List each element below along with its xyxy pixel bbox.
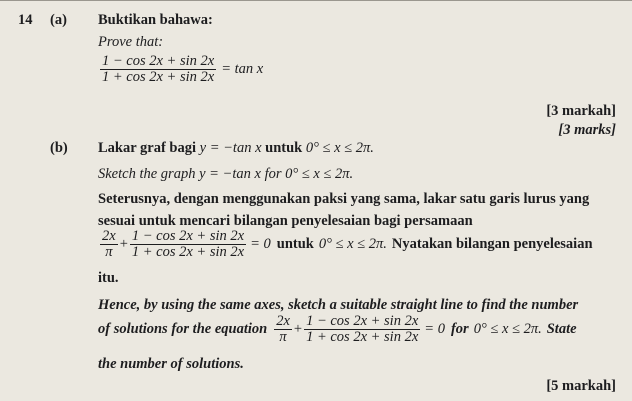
eq-ms-range: 0° ≤ x ≤ 2π. <box>318 236 387 253</box>
sketch-ms-prefix: Lakar graf bagi <box>98 140 197 156</box>
part-a-label: (a) <box>50 12 67 28</box>
eq-ms-frac1-num: 2x <box>102 228 116 244</box>
sketch-en-range: 0° ≤ x ≤ 2π. <box>285 166 354 182</box>
sketch-en-mid: for <box>264 166 282 182</box>
eq-en-plus: + <box>293 321 303 338</box>
eq-ms-frac2 <box>130 229 246 260</box>
eq-en-equals: = 0 <box>424 321 445 338</box>
eq-ms-frac2-den: 1 + cos 2x + sin 2x <box>131 244 245 261</box>
sketch-ms-range: 0° ≤ x ≤ 2π. <box>305 140 374 156</box>
identity-numerator: 1 − cos 2x + sin 2x <box>102 53 215 69</box>
sketch-instruction-en <box>98 166 353 183</box>
sketch-ms-mid: untuk <box>265 140 303 156</box>
eq-en-range: 0° ≤ x ≤ 2π. <box>473 321 542 338</box>
eq-en-frac2-num: 1 − cos 2x + sin 2x <box>306 313 419 329</box>
sketch-ms-equation: y = −tan x <box>199 140 262 156</box>
part-b-label: (b) <box>50 140 68 156</box>
hence-en-line3: the number of solutions. <box>98 356 244 372</box>
eq-en-frac2-den: 1 + cos 2x + sin 2x <box>306 329 419 346</box>
eq-en-tail: State <box>546 321 577 338</box>
identity-denominator: 1 + cos 2x + sin 2x <box>102 69 215 86</box>
identity-equation <box>98 54 263 85</box>
eq-en-mid: for <box>450 321 469 338</box>
question-number: 14 <box>18 12 33 28</box>
part-a-marks-ms: [3 markah] <box>546 103 616 119</box>
part-a-instruction-ms: Buktikan bahawa: <box>98 12 213 28</box>
hence-ms-line4: itu. <box>98 270 119 286</box>
eq-en-prefix: of solutions for the equation <box>98 321 268 338</box>
eq-ms-frac1 <box>100 229 118 260</box>
sketch-en-prefix: Sketch the graph <box>98 166 196 182</box>
hence-en-line1: Hence, by using the same axes, sketch a suitable straight line to find the number <box>98 297 579 313</box>
hence-ms-line2: sesuai untuk mencari bilangan penyelesaian bagi persamaan <box>98 213 473 229</box>
eq-ms-tail: Nyatakan bilangan penyelesaian <box>391 236 593 253</box>
part-b-marks-ms: [5 markah] <box>546 378 616 394</box>
eq-en-frac2 <box>304 314 420 345</box>
eq-ms-frac2-num: 1 − cos 2x + sin 2x <box>131 228 245 244</box>
eq-ms-equals: = 0 <box>250 236 271 253</box>
identity-fraction <box>100 54 216 85</box>
identity-rhs: = tan x <box>221 61 264 78</box>
eq-en-frac1-num: 2x <box>276 313 290 329</box>
sketch-instruction-ms <box>98 140 374 157</box>
part-a-instruction-en: Prove that: <box>98 34 164 50</box>
hence-ms-line1: Seterusnya, dengan menggunakan paksi yang sama, lakar satu garis lurus yang <box>98 191 590 207</box>
part-a-marks-en: [3 marks] <box>558 122 616 138</box>
sketch-en-equation: y = −tan x <box>199 166 261 182</box>
equation-en-line <box>98 314 577 345</box>
eq-en-frac1-den: π <box>279 329 287 346</box>
top-border-line <box>0 0 632 1</box>
eq-en-frac1 <box>274 314 292 345</box>
equation-ms-line <box>98 229 593 260</box>
eq-ms-frac1-den: π <box>105 244 113 261</box>
eq-ms-mid: untuk <box>276 236 314 253</box>
eq-ms-plus: + <box>119 236 128 253</box>
